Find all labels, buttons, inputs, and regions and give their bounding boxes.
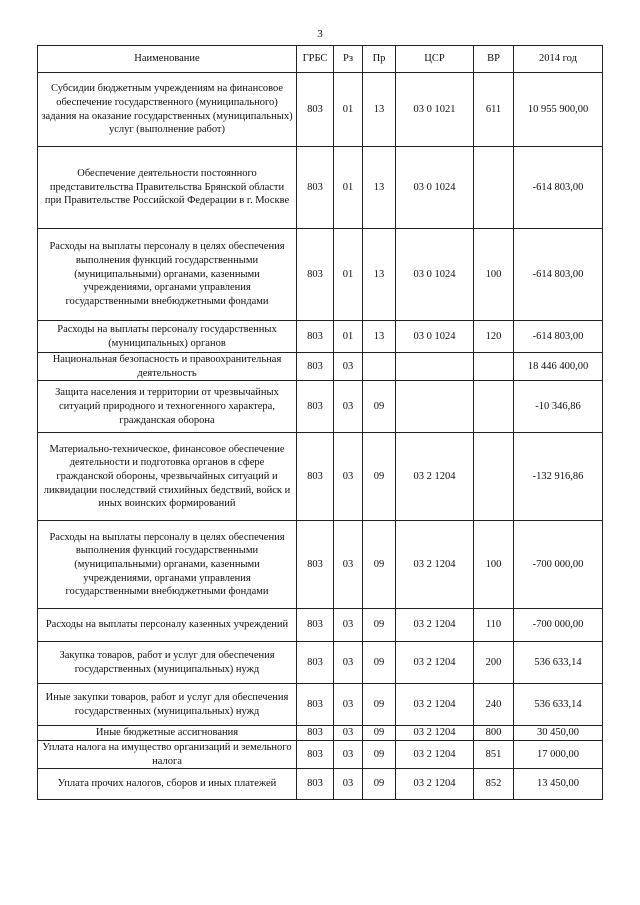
cell-name: Субсидии бюджетным учреждениям на финансовое обеспечение государственного (муниципального) задания на оказание государственных (муниципальных) услуг (выполнение работ) [38, 73, 297, 147]
cell-grbs: 803 [297, 642, 334, 684]
cell-vr: 100 [474, 229, 514, 321]
cell-csr: 03 2 1204 [396, 740, 474, 768]
table-row [38, 73, 603, 147]
cell-vr: 200 [474, 642, 514, 684]
cell-grbs: 803 [297, 321, 334, 353]
cell-pr: 13 [363, 321, 396, 353]
cell-name: Уплата прочих налогов, сборов и иных платежей [38, 769, 297, 800]
cell-name: Расходы на выплаты персоналу в целях обеспечения выполнения функций государственными (муниципальными) органами, казенными учреждениями, органами управления государственными внебюджетными фондами [38, 521, 297, 609]
cell-vr [474, 381, 514, 433]
table-row [38, 684, 603, 726]
table-row [38, 321, 603, 353]
cell-amount: -10 346,86 [514, 381, 603, 433]
cell-csr: 03 0 1024 [396, 321, 474, 353]
cell-rz: 03 [334, 769, 363, 800]
cell-amount: -700 000,00 [514, 521, 603, 609]
cell-pr: 09 [363, 726, 396, 741]
cell-name: Иные закупки товаров, работ и услуг для обеспечения государственных (муниципальных) нужд [38, 684, 297, 726]
cell-pr: 09 [363, 521, 396, 609]
cell-rz: 03 [334, 609, 363, 642]
cell-rz: 03 [334, 521, 363, 609]
cell-amount: -614 803,00 [514, 147, 603, 229]
header-vr: ВР [474, 46, 514, 73]
page-number: 3 [317, 28, 323, 40]
cell-vr: 100 [474, 521, 514, 609]
cell-name: Материально-техническое, финансовое обеспечение деятельности и подготовка органов в сфере гражданской обороны, чрезвычайных ситуаций и ликвидации последствий стихийных бедствий, войск и иных воинских формирований [38, 433, 297, 521]
header-pr: Пр [363, 46, 396, 73]
cell-amount: -700 000,00 [514, 609, 603, 642]
cell-pr: 09 [363, 609, 396, 642]
table-header-row [38, 46, 603, 73]
table-row [38, 740, 603, 768]
cell-rz: 03 [334, 726, 363, 741]
cell-vr: 120 [474, 321, 514, 353]
cell-rz: 01 [334, 147, 363, 229]
header-csr: ЦСР [396, 46, 474, 73]
cell-amount: -614 803,00 [514, 321, 603, 353]
cell-amount: 18 446 400,00 [514, 353, 603, 381]
cell-pr: 09 [363, 433, 396, 521]
cell-name: Защита населения и территории от чрезвычайных ситуаций природного и техногенного характера, гражданская оборона [38, 381, 297, 433]
cell-vr: 852 [474, 769, 514, 800]
cell-amount: 17 000,00 [514, 740, 603, 768]
cell-csr: 03 2 1204 [396, 433, 474, 521]
cell-grbs: 803 [297, 147, 334, 229]
cell-csr: 03 2 1204 [396, 726, 474, 741]
cell-pr: 09 [363, 642, 396, 684]
header-year: 2014 год [514, 46, 603, 73]
cell-pr: 09 [363, 381, 396, 433]
cell-amount: -132 916,86 [514, 433, 603, 521]
cell-name: Расходы на выплаты персоналу казенных учреждений [38, 609, 297, 642]
cell-rz: 03 [334, 433, 363, 521]
cell-name: Иные бюджетные ассигнования [38, 726, 297, 741]
cell-pr: 13 [363, 147, 396, 229]
header-grbs: ГРБС [297, 46, 334, 73]
cell-name: Расходы на выплаты персоналу государственных (муниципальных) органов [38, 321, 297, 353]
cell-amount: 536 633,14 [514, 642, 603, 684]
cell-vr: 800 [474, 726, 514, 741]
table-row [38, 381, 603, 433]
cell-grbs: 803 [297, 609, 334, 642]
cell-grbs: 803 [297, 73, 334, 147]
table-row [38, 433, 603, 521]
cell-grbs: 803 [297, 684, 334, 726]
cell-grbs: 803 [297, 229, 334, 321]
cell-rz: 03 [334, 353, 363, 381]
cell-grbs: 803 [297, 740, 334, 768]
cell-rz: 01 [334, 229, 363, 321]
table-row [38, 147, 603, 229]
cell-vr [474, 433, 514, 521]
table-row [38, 229, 603, 321]
cell-grbs: 803 [297, 381, 334, 433]
budget-table [37, 45, 603, 800]
table-row [38, 642, 603, 684]
cell-csr: 03 2 1204 [396, 684, 474, 726]
table-row [38, 769, 603, 800]
cell-name: Закупка товаров, работ и услуг для обеспечения государственных (муниципальных) нужд [38, 642, 297, 684]
cell-csr: 03 2 1204 [396, 769, 474, 800]
cell-csr [396, 381, 474, 433]
cell-rz: 03 [334, 740, 363, 768]
cell-amount: 13 450,00 [514, 769, 603, 800]
cell-grbs: 803 [297, 353, 334, 381]
cell-pr: 13 [363, 229, 396, 321]
cell-name: Национальная безопасность и правоохранительная деятельность [38, 353, 297, 381]
table-row [38, 521, 603, 609]
cell-amount: 10 955 900,00 [514, 73, 603, 147]
cell-grbs: 803 [297, 769, 334, 800]
cell-pr [363, 353, 396, 381]
cell-name: Обеспечение деятельности постоянного представительства Правительства Брянской области при Правительстве Российской Федерации в г. Москве [38, 147, 297, 229]
cell-vr: 611 [474, 73, 514, 147]
cell-csr: 03 0 1021 [396, 73, 474, 147]
cell-grbs: 803 [297, 521, 334, 609]
cell-vr: 851 [474, 740, 514, 768]
cell-pr: 09 [363, 740, 396, 768]
cell-vr [474, 147, 514, 229]
cell-csr: 03 0 1024 [396, 229, 474, 321]
cell-rz: 01 [334, 321, 363, 353]
cell-grbs: 803 [297, 433, 334, 521]
cell-name: Расходы на выплаты персоналу в целях обеспечения выполнения функций государственными (муниципальными) органами, казенными учреждениями, органами управления государственными внебюджетными фондами [38, 229, 297, 321]
cell-grbs: 803 [297, 726, 334, 741]
cell-amount: 30 450,00 [514, 726, 603, 741]
cell-vr [474, 353, 514, 381]
cell-csr [396, 353, 474, 381]
cell-rz: 01 [334, 73, 363, 147]
cell-csr: 03 0 1024 [396, 147, 474, 229]
cell-vr: 110 [474, 609, 514, 642]
cell-name: Уплата налога на имущество организаций и земельного налога [38, 740, 297, 768]
header-rz: Рз [334, 46, 363, 73]
cell-pr: 09 [363, 769, 396, 800]
cell-vr: 240 [474, 684, 514, 726]
cell-csr: 03 2 1204 [396, 521, 474, 609]
table-row [38, 609, 603, 642]
cell-pr: 09 [363, 684, 396, 726]
cell-amount: 536 633,14 [514, 684, 603, 726]
table-row [38, 353, 603, 381]
cell-rz: 03 [334, 642, 363, 684]
cell-csr: 03 2 1204 [396, 609, 474, 642]
cell-pr: 13 [363, 73, 396, 147]
cell-rz: 03 [334, 684, 363, 726]
table-row [38, 726, 603, 741]
header-name: Наименование [38, 46, 297, 73]
cell-csr: 03 2 1204 [396, 642, 474, 684]
cell-amount: -614 803,00 [514, 229, 603, 321]
cell-rz: 03 [334, 381, 363, 433]
